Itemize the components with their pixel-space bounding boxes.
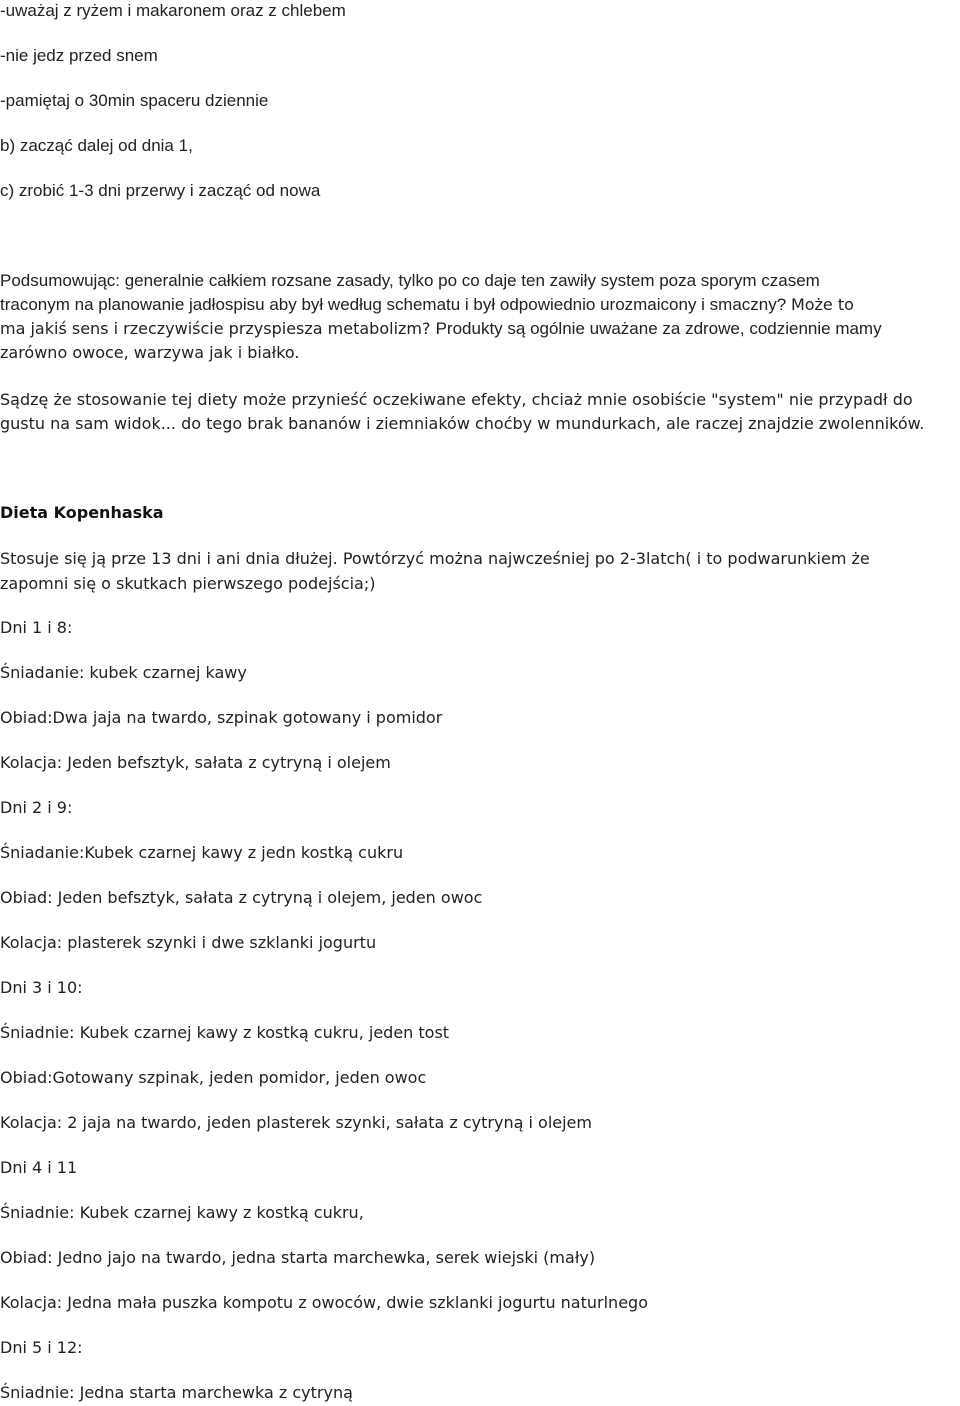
meal-line: Kolacja: plasterek szynki i dwe szklanki jogurtu xyxy=(0,933,377,952)
section-intro-text: Powtórzyć można najwcześniej po 2-3latch( i to podwarunkiem że xyxy=(342,549,870,568)
summary-text-alt: Może to xyxy=(790,295,854,314)
meal-line: Obiad:Gotowany szpinak, jeden pomidor, jeden owoc xyxy=(0,1068,427,1087)
option-b: b) zacząć dalej od dnia 1, xyxy=(0,136,193,155)
day-header: Dni 3 i 10: xyxy=(0,978,83,997)
opinion-line: gustu na sam widok... do tego brak bananów i ziemniaków choćby w mundurkach, ale raczej znajdzie zwolenników. xyxy=(0,414,925,433)
meal-line: Śniadanie: kubek czarnej kawy xyxy=(0,663,247,682)
section-intro-line: zapomni się o skutkach pierwszego podejścia;) xyxy=(0,574,376,593)
section-title: Dieta Kopenhaska xyxy=(0,503,164,522)
meal-line: Obiad: Jeden befsztyk, sałata z cytryną i olejem, jeden owoc xyxy=(0,888,483,907)
meal-line: Śniadanie:Kubek czarnej kawy z jedn kostką cukru xyxy=(0,843,404,862)
meal-line: Śniadnie: Jedna starta marchewka z cytryną xyxy=(0,1383,353,1402)
meal-line: Śniadnie: Kubek czarnej kawy z kostką cukru, xyxy=(0,1203,364,1222)
summary-text-alt: Produkty są ogólnie uważane za zdrowe, codziennie mamy xyxy=(435,319,882,338)
meal-line: Kolacja: Jeden befsztyk, sałata z cytryną i olejem xyxy=(0,753,391,772)
meal-line: Obiad: Jedno jajo na twardo, jedna starta marchewka, serek wiejski (mały) xyxy=(0,1248,596,1267)
meal-line: Śniadnie: Kubek czarnej kawy z kostką cukru, jeden tost xyxy=(0,1023,450,1042)
summary-text: ma jakiś sens i rzeczywiście przyspiesza metabolizm? xyxy=(0,319,431,338)
summary-line: Podsumowując: generalnie całkiem rozsane zasady, tylko po co daje ten zawiły system poza sporym czasem xyxy=(0,271,820,290)
tip-no-eating-before-sleep: -nie jedz przed snem xyxy=(0,46,158,65)
option-c: c) zrobić 1-3 dni przerwy i zacząć od nowa xyxy=(0,181,321,200)
day-header: Dni 1 i 8: xyxy=(0,618,73,637)
summary-line xyxy=(0,294,854,316)
meal-line: Kolacja: Jedna mała puszka kompotu z owoców, dwie szklanki jogurtu naturlnego xyxy=(0,1293,648,1312)
day-header: Dni 5 i 12: xyxy=(0,1338,83,1357)
section-intro-text: Stosuje się ją prze 13 dni i ani dnia dłużej. xyxy=(0,549,338,568)
meal-line: Kolacja: 2 jaja na twardo, jeden plasterek szynki, sałata z cytryną i olejem xyxy=(0,1113,592,1132)
summary-line xyxy=(0,318,882,340)
summary-text: traconym na planowanie jadłospisu aby był według schematu i był odpowiednio urozmaicony i smaczny? xyxy=(0,295,787,314)
day-header: Dni 4 i 11 xyxy=(0,1158,78,1177)
section-intro-line xyxy=(0,548,870,570)
meal-line: Obiad:Dwa jaja na twardo, szpinak gotowany i pomidor xyxy=(0,708,443,727)
opinion-line: Sądzę że stosowanie tej diety może przynieść oczekiwane efekty, chciaż mnie osobiście "system" nie przypadł do xyxy=(0,390,913,409)
day-header: Dni 2 i 9: xyxy=(0,798,73,817)
summary-line: zarówno owoce, warzywa jak i białko. xyxy=(0,343,300,362)
tip-rice-pasta: -uważaj z ryżem i makaronem oraz z chlebem xyxy=(0,1,346,20)
tip-daily-walk: -pamiętaj o 30min spaceru dziennie xyxy=(0,91,269,110)
